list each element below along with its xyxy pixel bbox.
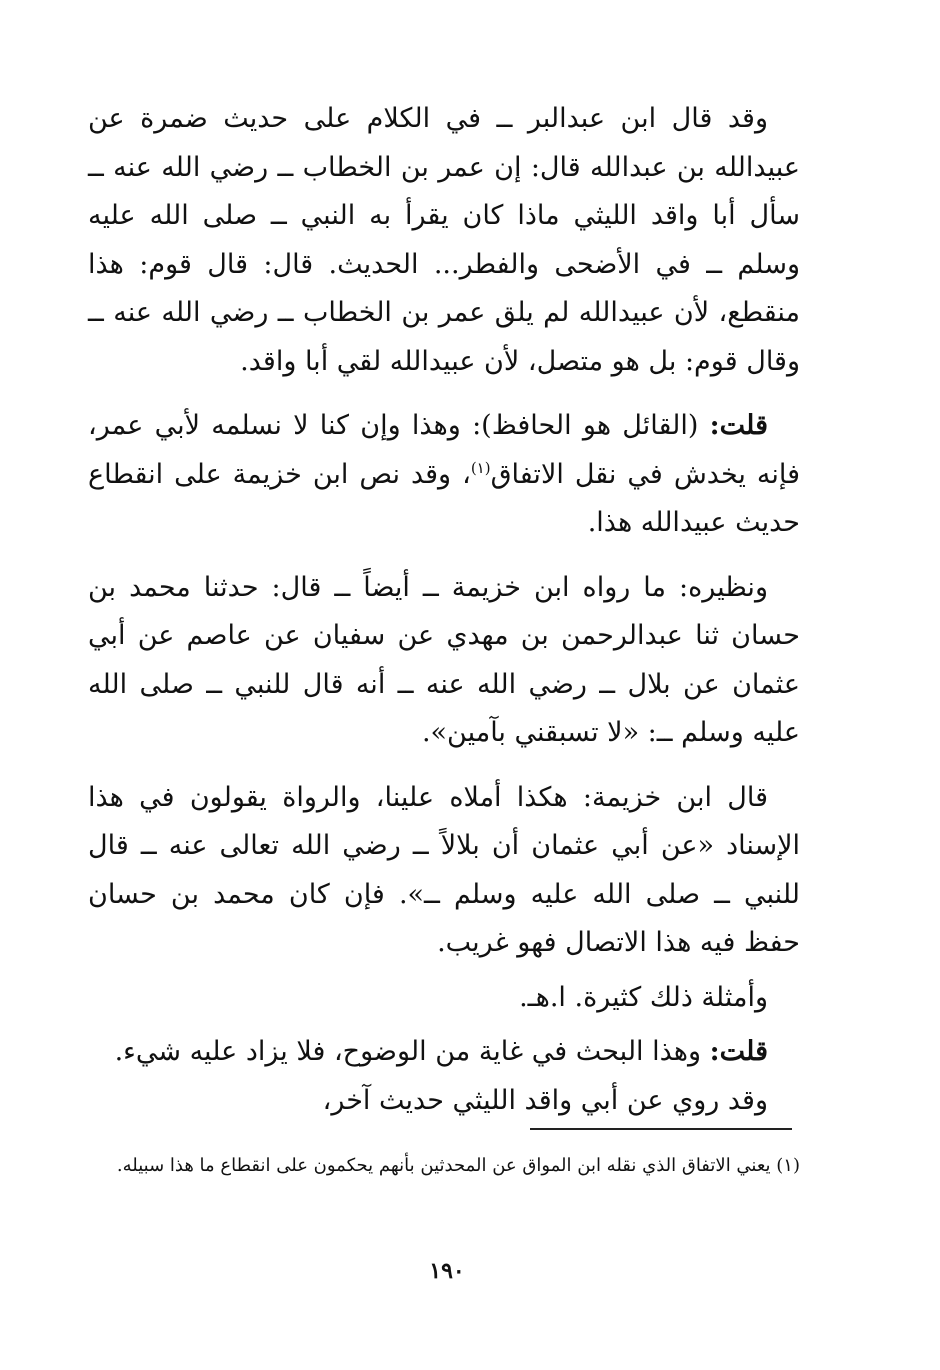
paragraph-amthila: وأمثلة ذلك كثيرة. ا.هـ. [519,981,768,1013]
paragraph-qultu-wudooh [88,1028,800,1077]
main-text [88,95,800,1125]
paragraph-text: ، وقد نص ابن خزيمة على انقطاع حديث عبيدالله هذا. [88,458,800,538]
paragraph-text: وهذا البحث في غاية من الوضوح، فلا يزاد عليه شيء. [114,1036,710,1067]
page-number: ١٩٠ [429,1258,465,1284]
qultu-label: قلت: [709,1036,768,1067]
paragraph-ibn-khuzaymah: قال ابن خزيمة: هكذا أملاه علينا، والرواة يقولون في هذا الإسناد «عن أبي عثمان أن بلالاً ــ رضي الله تعالى عنه ــ قال للنبي ــ صلى الله عليه وسلم ــ». فإن كان محمد بن حسان حفظ فيه هذا الاتصال فهو غريب. [88,781,800,958]
paragraph-qultu-hafiz [88,402,800,548]
paragraph-text: (القائل هو الحافظ): وهذا وإن كنا لا نسلمه لأبي عمر، فإنه يخدش في نقل الاتفاق [88,410,801,490]
footnote: (١) يعني الاتفاق الذي نقله ابن المواق عن المحدثين بأنهم يحكمون على انقطاع ما هذا سبيله. [116,1155,800,1176]
qultu-label: قلت: [709,410,768,441]
footnote-marker: (١) [470,458,491,477]
paragraph-abu-waqid: وقد روي عن أبي واقد الليثي حديث آخر، [322,1084,768,1116]
paragraph-nazeeruhu: ونظيره: ما رواه ابن خزيمة ــ أيضاً ــ قال: حدثنا محمد بن حسان ثنا عبدالرحمن بن مهدي عن سفيان عن عاصم عن أبي عثمان عن بلال ــ رضي الله عنه ــ أنه قال للنبي ــ صلى الله عليه وسلم ــ: «لا تسبقني بآمين». [88,571,800,748]
footnote-divider [530,1128,792,1130]
paragraph-ibn-abdulbarr: وقد قال ابن عبدالبر ــ في الكلام على حديث ضمرة عن عبيدالله بن عبدالله قال: إن عمر بن الخطاب ــ رضي الله عنه ــ سأل أبا واقد الليثي ماذا كان يقرأ به النبي ــ صلى الله عليه وسلم ــ في الأضحى والفطر... الحديث. قال: قال قوم: هذا منقطع، لأن عبيدالله لم يلق عمر بن الخطاب ــ رضي الله عنه ــ وقال قوم: بل هو متصل، لأن عبيدالله لقي أبا واقد. [88,103,800,377]
